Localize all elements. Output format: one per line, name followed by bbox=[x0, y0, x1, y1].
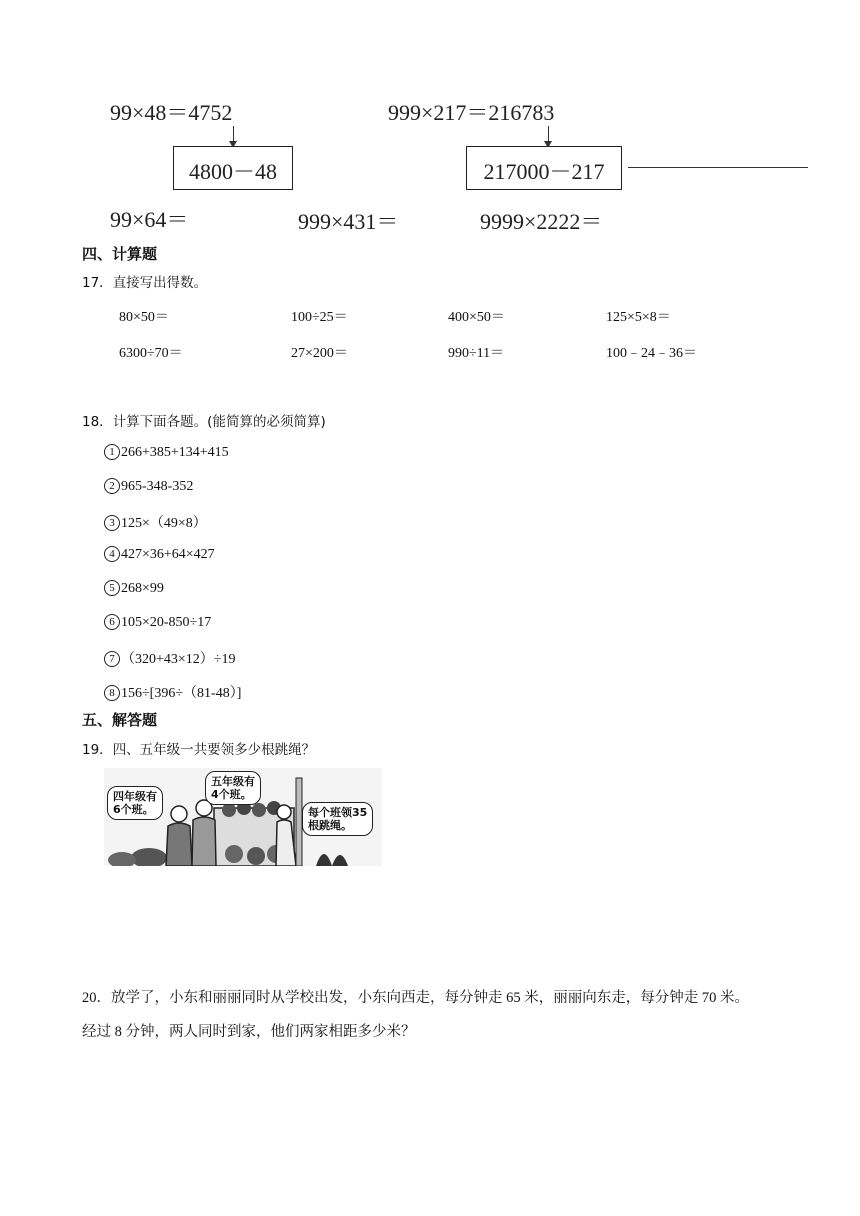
circled-number-marker: 1 bbox=[104, 444, 120, 460]
speech-bubble-grade4 bbox=[107, 786, 163, 820]
exercise-2: 999×431＝ bbox=[298, 209, 399, 234]
bubble-line: 每个班领35 bbox=[308, 806, 368, 819]
q18-item bbox=[104, 648, 235, 668]
q18-expression: 156÷[396÷（81-48）] bbox=[121, 686, 242, 701]
q18-item bbox=[104, 682, 241, 702]
bubble-line: 五年级有 bbox=[211, 775, 255, 788]
section-5-heading: 五、解答题 bbox=[82, 711, 158, 729]
circled-number-marker: 4 bbox=[104, 546, 120, 562]
bubble-line: 6个班。 bbox=[113, 803, 154, 816]
question-20-line1: 放学了，小东和丽丽同时从学校出发，小东向西走，每分钟走 65 米，丽丽向东走，每分钟走 70 米。 bbox=[111, 990, 749, 1006]
question-18-prompt: 计算下面各题。(能简算的必须简算) bbox=[112, 414, 326, 430]
q18-item bbox=[104, 546, 215, 563]
q18-expression: 105×20-850÷17 bbox=[121, 615, 212, 630]
example-equation-1: 99×48＝4752 bbox=[110, 100, 233, 125]
example-box-1-text: 4800－48 bbox=[188, 159, 277, 184]
exercise-1: 99×64＝ bbox=[110, 207, 189, 232]
q17-item: 6300÷70＝ bbox=[119, 346, 183, 361]
circled-number-marker: 8 bbox=[104, 685, 120, 701]
question-17 bbox=[82, 271, 207, 291]
question-17-number: 17． bbox=[82, 275, 113, 291]
q18-expression: 125×（49×8） bbox=[121, 516, 207, 531]
q18-expression: 268×99 bbox=[121, 581, 164, 596]
q17-item: 100﹣24﹣36＝ bbox=[606, 346, 697, 361]
example-box-2 bbox=[466, 146, 622, 190]
q18-expression: （320+43×12）÷19 bbox=[121, 652, 236, 667]
q18-expression: 965-348-352 bbox=[121, 479, 194, 494]
question-19-number: 19． bbox=[82, 742, 113, 758]
q18-expression: 266+385+134+415 bbox=[121, 445, 229, 460]
q18-item bbox=[104, 580, 164, 597]
example-equation-2: 999×217＝216783 bbox=[388, 100, 555, 125]
circled-number-marker: 7 bbox=[104, 651, 120, 667]
q18-item bbox=[104, 614, 211, 631]
down-arrow-icon bbox=[548, 126, 549, 146]
q17-item: 27×200＝ bbox=[291, 346, 348, 361]
circled-number-marker: 2 bbox=[104, 478, 120, 494]
speech-bubble-teacher bbox=[302, 802, 373, 836]
section-4-heading: 四、计算题 bbox=[82, 245, 158, 263]
answer-line bbox=[628, 167, 808, 168]
question-20-line2: 经过 8 分钟，两人同时到家，他们两家相距多少米？ bbox=[82, 1024, 416, 1040]
question-18-number: 18． bbox=[82, 414, 113, 430]
question-17-prompt: 直接写出得数。 bbox=[112, 275, 208, 291]
q17-item: 100÷25＝ bbox=[291, 310, 348, 325]
q17-item: 400×50＝ bbox=[448, 310, 505, 325]
q18-expression: 427×36+64×427 bbox=[121, 547, 215, 562]
jump-rope-illustration bbox=[104, 768, 382, 866]
question-19 bbox=[82, 738, 315, 758]
bubble-line: 根跳绳。 bbox=[308, 819, 352, 832]
question-19-prompt: 四、五年级一共要领多少根跳绳？ bbox=[112, 742, 316, 758]
example-box-1 bbox=[173, 146, 293, 190]
bubble-line: 4个班。 bbox=[211, 788, 252, 801]
exercise-3: 9999×2222＝ bbox=[480, 209, 603, 234]
q17-item: 80×50＝ bbox=[119, 310, 169, 325]
question-20-number: 20． bbox=[82, 990, 111, 1006]
q17-item: 990÷11＝ bbox=[448, 346, 505, 361]
question-20 bbox=[82, 986, 749, 1007]
example-box-2-text: 217000－217 bbox=[483, 159, 605, 184]
bubble-line: 四年级有 bbox=[113, 790, 157, 803]
question-18 bbox=[82, 410, 326, 430]
circled-number-marker: 3 bbox=[104, 515, 120, 531]
q18-item bbox=[104, 478, 193, 495]
q18-item bbox=[104, 512, 207, 532]
q17-item: 125×5×8＝ bbox=[606, 310, 671, 325]
speech-bubble-grade5 bbox=[205, 771, 261, 805]
q18-item bbox=[104, 444, 229, 461]
circled-number-marker: 5 bbox=[104, 580, 120, 596]
circled-number-marker: 6 bbox=[104, 614, 120, 630]
down-arrow-icon bbox=[233, 126, 234, 146]
